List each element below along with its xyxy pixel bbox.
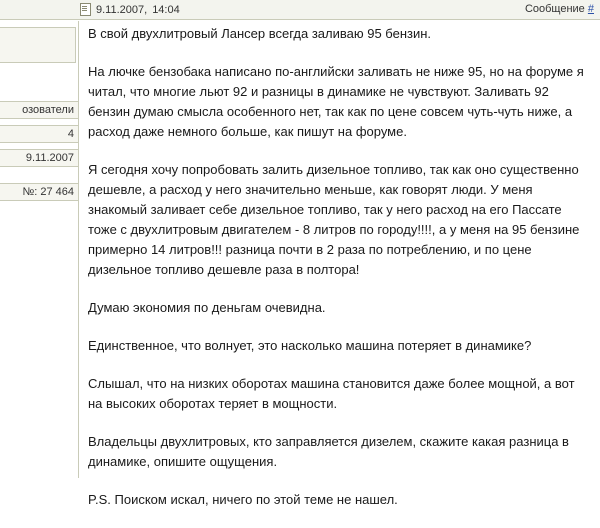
post-date: 9.11.2007,	[96, 3, 148, 16]
post-paragraph: Думаю экономия по деньгам очевидна.	[88, 300, 326, 315]
sidebar-item-user-number: №: 27 464	[0, 183, 79, 201]
sidebar-item-posts: 4	[0, 125, 79, 143]
post-header-left	[80, 3, 180, 16]
sidebar-item-registered: 9.11.2007	[0, 149, 79, 167]
post-paragraph: В свой двухлитровый Лансер всегда заливаю 95 бензин.	[88, 26, 432, 41]
post-paragraph: Владельцы двухлитровых, кто заправляется дизелем, скажите какая разница в динамике, опишите ощущения.	[88, 434, 569, 469]
post-time: 14:04	[152, 3, 180, 16]
message-number-link[interactable]: #	[587, 3, 594, 15]
post-paragraph: На лючке бензобака написано по-английски заливать не ниже 95, но на форуме я читал, что многие льют 92 и разницы в динамике не чувствуют. Заливать 92 бензин думаю смысла особенного нет, так как по цене совсем чуть-чуть ниже, а расход даже немного больше, как пишут на форуме.	[88, 64, 584, 139]
avatar	[0, 27, 76, 63]
post-header-right	[525, 3, 594, 15]
message-label: Сообщение	[524, 3, 585, 15]
post-paragraph: Слышал, что на низких оборотах машина становится даже более мощной, а вот на высоких оборотах теряет в мощности.	[88, 376, 575, 411]
post-header-bar	[0, 0, 600, 20]
author-sidebar	[0, 21, 79, 478]
post-text	[88, 24, 588, 528]
document-icon	[80, 3, 91, 16]
post-paragraph: Я сегодня хочу попробовать залить дизельное топливо, так как оно существенно дешевле, а расход у него значительно меньше, как говорят люди. У меня знакомый заливает себе дизельное топливо, так у него расход на его Пассате тоже с двухлитровым двигателем - 8 литров по городу!!!!, а у меня на 95 бензине примерно 14 литров!!! разница почти в 2 раза по потреблению, и по цене дизельное топливо дешевле раза в полтора!	[88, 162, 580, 277]
post-paragraph: P.S. Поиском искал, ничего по этой теме не нашел.	[88, 492, 398, 507]
sidebar-item-group: озователи	[0, 101, 79, 119]
post-paragraph: Единственное, что волнует, это насколько машина потеряет в динамике?	[88, 338, 532, 353]
